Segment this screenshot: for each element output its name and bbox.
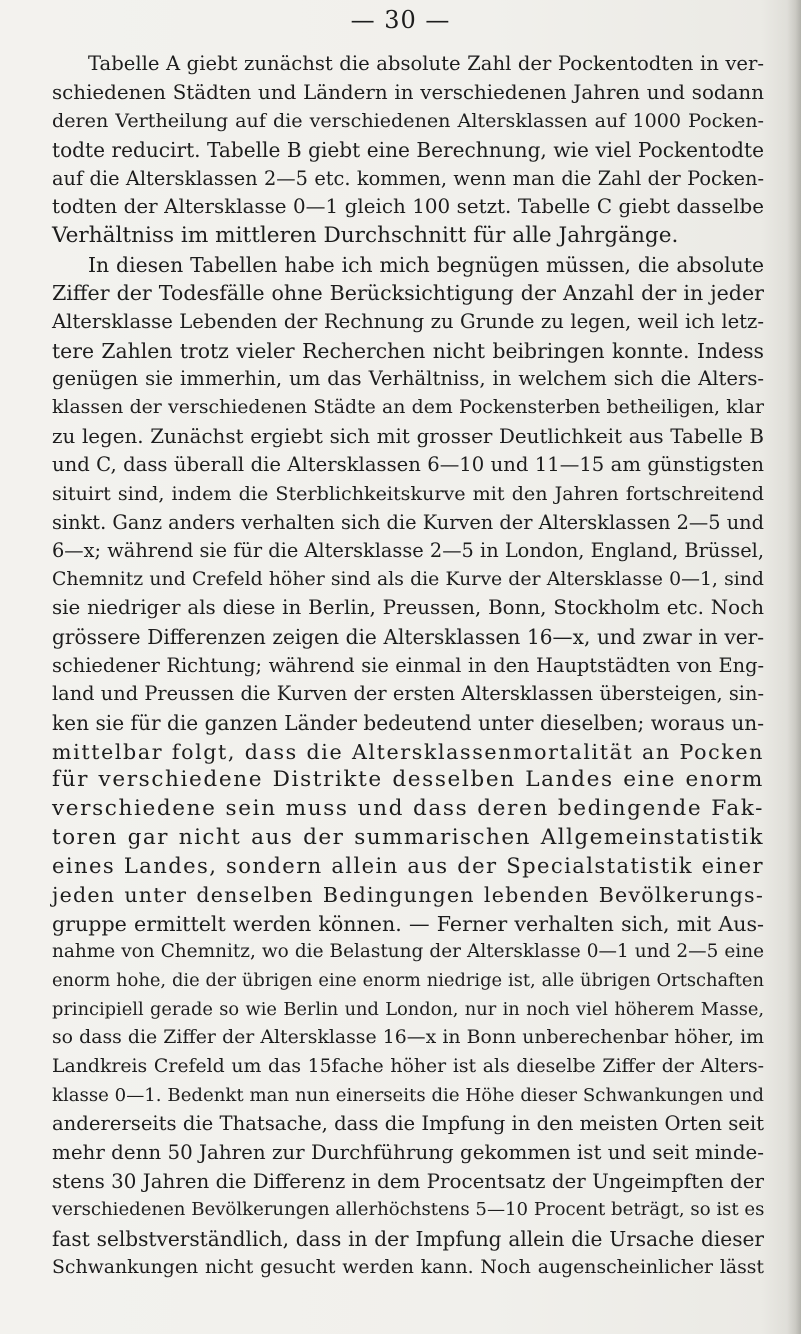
text-line: gruppe ermittelt werden können. — Ferner verhalten sich, mit Aus-: [52, 911, 764, 936]
text-line: nahme von Chemnitz, wo die Belastung der Altersklasse 0—1 und 2—5 eine: [52, 941, 764, 963]
text-line: Schwankungen nicht gesucht werden kann. Noch augenscheinlicher lässt: [52, 1256, 764, 1278]
text-line: verschiedene sein muss und dass deren bedingende Fak-: [52, 796, 764, 822]
body-text: [52, 50, 764, 1282]
text-line: 6—x; während sie für die Altersklasse 2—5 in London, England, Brüssel,: [52, 539, 764, 563]
text-line: In diesen Tabellen habe ich mich begnügen müssen, die absolute: [88, 252, 764, 277]
text-line: Chemnitz und Crefeld höher sind als die Kurve der Altersklasse 0—1, sind: [52, 568, 764, 590]
text-line: enorm hohe, die der übrigen eine enorm niedrige ist, alle übrigen Ortschaften: [52, 970, 764, 991]
text-line: todten der Altersklasse 0—1 gleich 100 setzt. Tabelle C giebt dasselbe: [52, 195, 764, 219]
text-line: klasse 0—1. Bedenkt man nun einerseits die Höhe dieser Schwankungen und: [52, 1084, 764, 1106]
page-number: — 30 —: [350, 6, 451, 34]
text-line: tere Zahlen trotz vieler Recherchen nicht beibringen konnte. Indess: [52, 338, 764, 363]
text-line: mehr denn 50 Jahren zur Durchführung gekommen ist und seit minde-: [52, 1140, 764, 1164]
text-line: eines Landes, sondern allein aus der Specialstatistik einer: [52, 853, 764, 879]
text-line: Altersklasse Lebenden der Rechnung zu Grunde zu legen, weil ich letz-: [52, 309, 764, 333]
text-line: grössere Differenzen zeigen die Altersklassen 16—x, und zwar in ver-: [52, 625, 764, 650]
text-line: sie niedriger als diese in Berlin, Preussen, Bonn, Stockholm etc. Noch: [52, 596, 764, 620]
text-line: zu legen. Zunächst ergiebt sich mit grosser Deutlichkeit aus Tabelle B: [52, 424, 764, 448]
text-line: situirt sind, indem die Sterblichkeitskurve mit den Jahren fortschreitend: [52, 481, 764, 505]
text-line: stens 30 Jahren die Differenz in dem Procentsatz der Ungeimpften der: [52, 1169, 764, 1193]
text-line: schiedenen Städten und Ländern in verschiedenen Jahren und sodann: [52, 80, 764, 104]
text-line: klassen der verschiedenen Städte an dem Pockensterben betheiligen, klar: [52, 396, 764, 418]
text-line: Ziffer der Todesfälle ohne Berücksichtigung der Anzahl der in jeder: [52, 281, 764, 306]
text-line: fast selbstverständlich, dass in der Impfung allein die Ursache dieser: [52, 1226, 764, 1251]
page-edge-shadow: [787, 0, 801, 1334]
text-line: Tabelle A giebt zunächst die absolute Zahl der Pockentodten in ver-: [88, 52, 764, 75]
text-line: deren Vertheilung auf die verschiedenen Altersklassen auf 1000 Pocken-: [52, 109, 764, 133]
text-line: ken sie für die ganzen Länder bedeutend unter dieselben; woraus un-: [52, 711, 764, 736]
text-line: toren gar nicht aus der summarischen Allgemeinstatistik: [52, 824, 764, 850]
text-line: auf die Altersklassen 2—5 etc. kommen, wenn man die Zahl der Pocken-: [52, 166, 764, 190]
text-line: andererseits die Thatsache, dass die Impfung in den meisten Orten seit: [52, 1112, 764, 1136]
text-line: Landkreis Crefeld um das 15fache höher ist als dieselbe Ziffer der Alters-: [52, 1055, 764, 1077]
text-line: jeden unter denselben Bedingungen lebenden Bevölkerungs-: [52, 883, 764, 908]
text-line: schiedener Richtung; während sie einmal in den Hauptstädten von Eng-: [52, 653, 764, 677]
text-line: verschiedenen Bevölkerungen allerhöchstens 5—10 Procent beträgt, so ist es: [52, 1199, 765, 1221]
text-line: mittelbar folgt, dass die Altersklassenmortalität an Pocken: [52, 739, 764, 764]
text-line: land und Preussen die Kurven der ersten Altersklassen übersteigen, sin-: [52, 682, 764, 706]
text-line: genügen sie immerhin, um das Verhältniss, in welchem sich die Alters-: [52, 367, 764, 391]
text-line: todte reducirt. Tabelle B giebt eine Berechnung, wie viel Pockentodte: [52, 137, 764, 162]
text-line: für verschiedene Distrikte desselben Landes eine enorm: [52, 767, 764, 793]
text-line: sinkt. Ganz anders verhalten sich die Kurven der Altersklassen 2—5 und: [52, 510, 764, 534]
text-line: Verhältniss im mittleren Durchschnitt für alle Jahrgänge.: [52, 222, 679, 248]
text-line: und C, dass überall die Altersklassen 6—10 und 11—15 am günstigsten: [52, 453, 764, 477]
text-line: so dass die Ziffer der Altersklasse 16—x in Bonn unberechenbar höher, im: [52, 1027, 764, 1049]
text-line: principiell gerade so wie Berlin und London, nur in noch viel höherem Masse,: [52, 998, 764, 1020]
